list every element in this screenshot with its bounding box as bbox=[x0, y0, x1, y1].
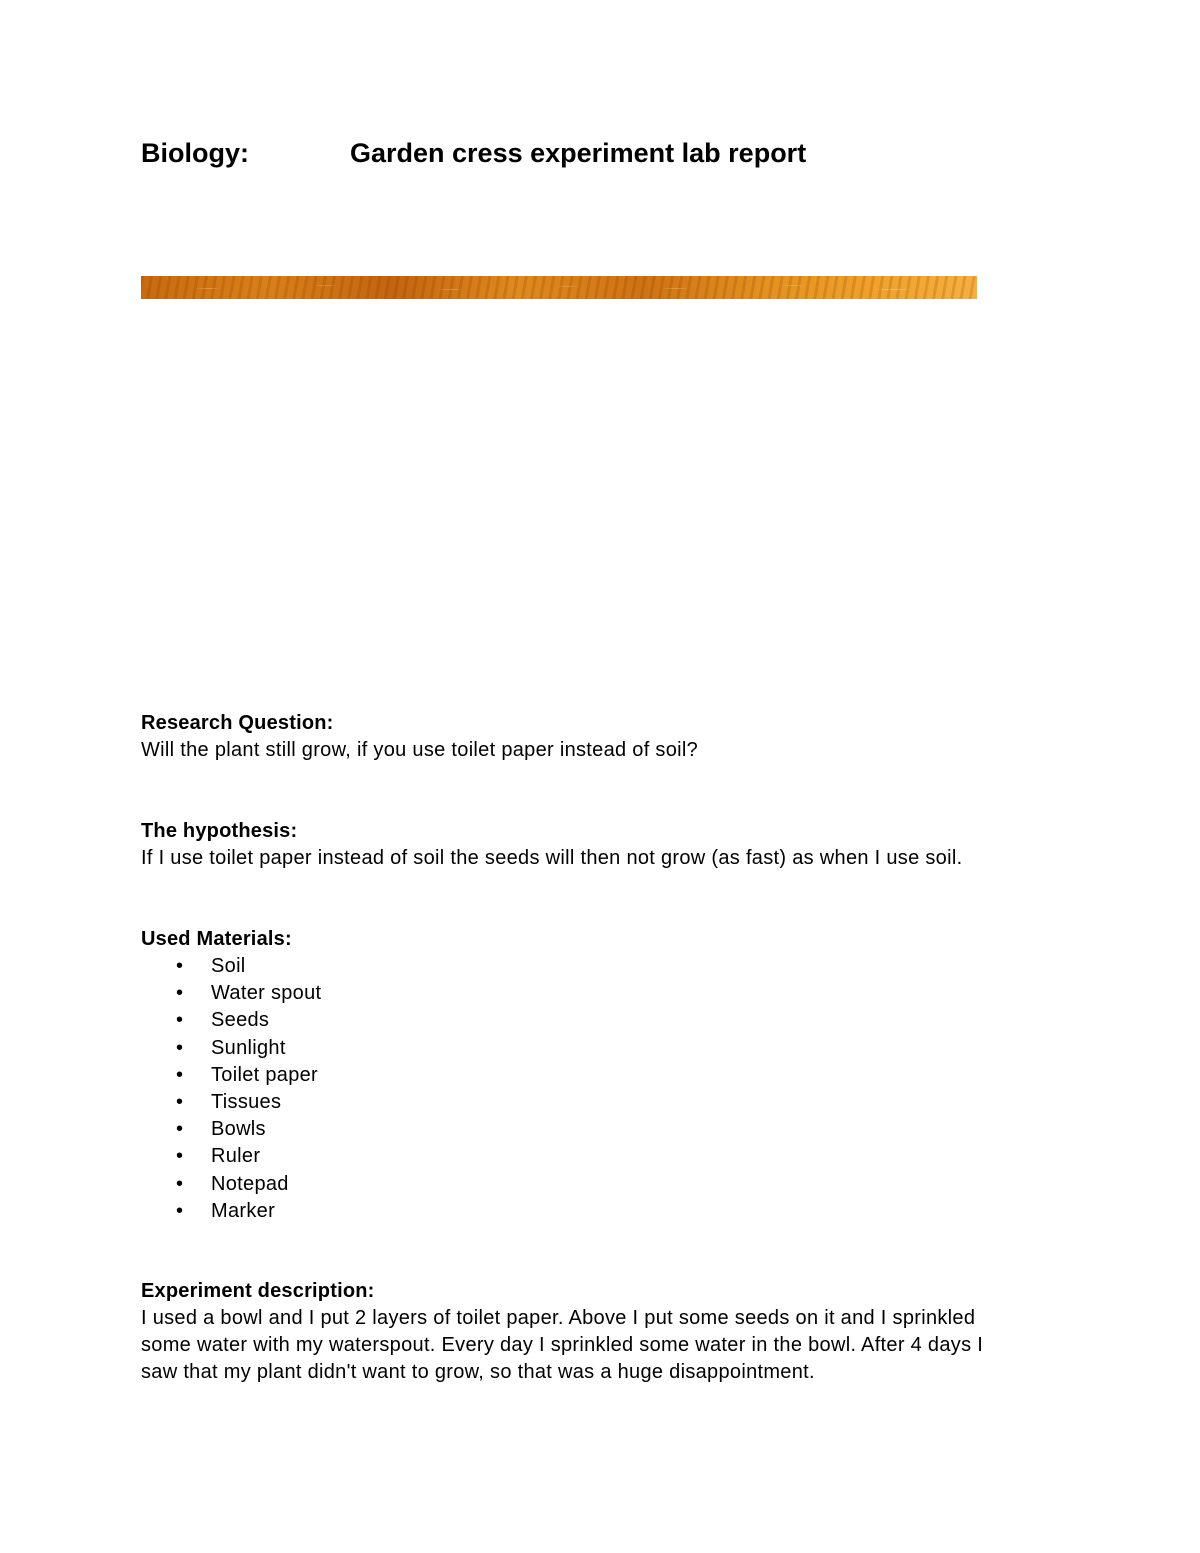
list-item-label: Notepad bbox=[211, 1172, 289, 1195]
bullet-icon: • bbox=[176, 1118, 184, 1141]
experiment-heading: Experiment description: bbox=[141, 1280, 375, 1302]
list-item bbox=[141, 1007, 321, 1034]
bullet-icon: • bbox=[176, 982, 184, 1005]
bullet-icon: • bbox=[176, 1145, 184, 1168]
bullet-icon: • bbox=[176, 1172, 184, 1195]
bullet-icon: • bbox=[176, 1199, 184, 1222]
list-item bbox=[141, 980, 321, 1007]
bullet-icon: • bbox=[176, 955, 184, 977]
experiment-section bbox=[141, 1278, 983, 1386]
list-item-label: Bowls bbox=[211, 1118, 266, 1141]
hypothesis-text: If I use toilet paper instead of soil the seeds will then not grow (as fast) as when I use soil. bbox=[141, 847, 963, 869]
list-item bbox=[141, 1089, 321, 1116]
title-subject: Biology: bbox=[141, 138, 249, 168]
research-question-heading: Research Question: bbox=[141, 712, 334, 734]
list-item-label: Ruler bbox=[211, 1145, 261, 1168]
list-item bbox=[141, 1062, 321, 1089]
experiment-line: some water with my waterspout. Every day I sprinkled some water in the bowl. After 4 days I bbox=[141, 1334, 984, 1356]
materials-heading: Used Materials: bbox=[141, 928, 292, 950]
list-item bbox=[141, 1171, 321, 1198]
title-main: Garden cress experiment lab report bbox=[350, 138, 807, 168]
list-item bbox=[141, 1035, 321, 1062]
list-item bbox=[141, 1143, 321, 1170]
bullet-icon: • bbox=[176, 1036, 184, 1059]
list-item-label: Soil bbox=[211, 955, 246, 977]
materials-list bbox=[141, 953, 321, 1225]
bullet-icon: • bbox=[176, 1063, 184, 1086]
list-item bbox=[141, 1198, 321, 1225]
experiment-line: I used a bowl and I put 2 layers of toilet paper. Above I put some seeds on it and I sprinkled bbox=[141, 1307, 976, 1329]
list-item-label: Marker bbox=[211, 1199, 276, 1222]
bullet-icon: • bbox=[176, 1090, 184, 1113]
research-question-section bbox=[141, 710, 698, 764]
hypothesis-section bbox=[141, 818, 962, 872]
list-item-label: Toilet paper bbox=[211, 1063, 318, 1086]
list-item-label: Water spout bbox=[211, 982, 322, 1005]
bullet-icon: • bbox=[176, 1009, 184, 1032]
list-item bbox=[141, 1116, 321, 1143]
experiment-line: saw that my plant didn't want to grow, so that was a huge disappointment. bbox=[141, 1361, 815, 1383]
research-question-text: Will the plant still grow, if you use toilet paper instead of soil? bbox=[141, 739, 699, 761]
hypothesis-heading: The hypothesis: bbox=[141, 820, 298, 842]
materials-section bbox=[141, 926, 321, 1225]
list-item bbox=[141, 953, 321, 980]
list-item-label: Tissues bbox=[211, 1090, 282, 1113]
list-item-label: Sunlight bbox=[211, 1036, 286, 1059]
decorative-banner-image bbox=[141, 276, 977, 299]
list-item-label: Seeds bbox=[211, 1009, 270, 1032]
